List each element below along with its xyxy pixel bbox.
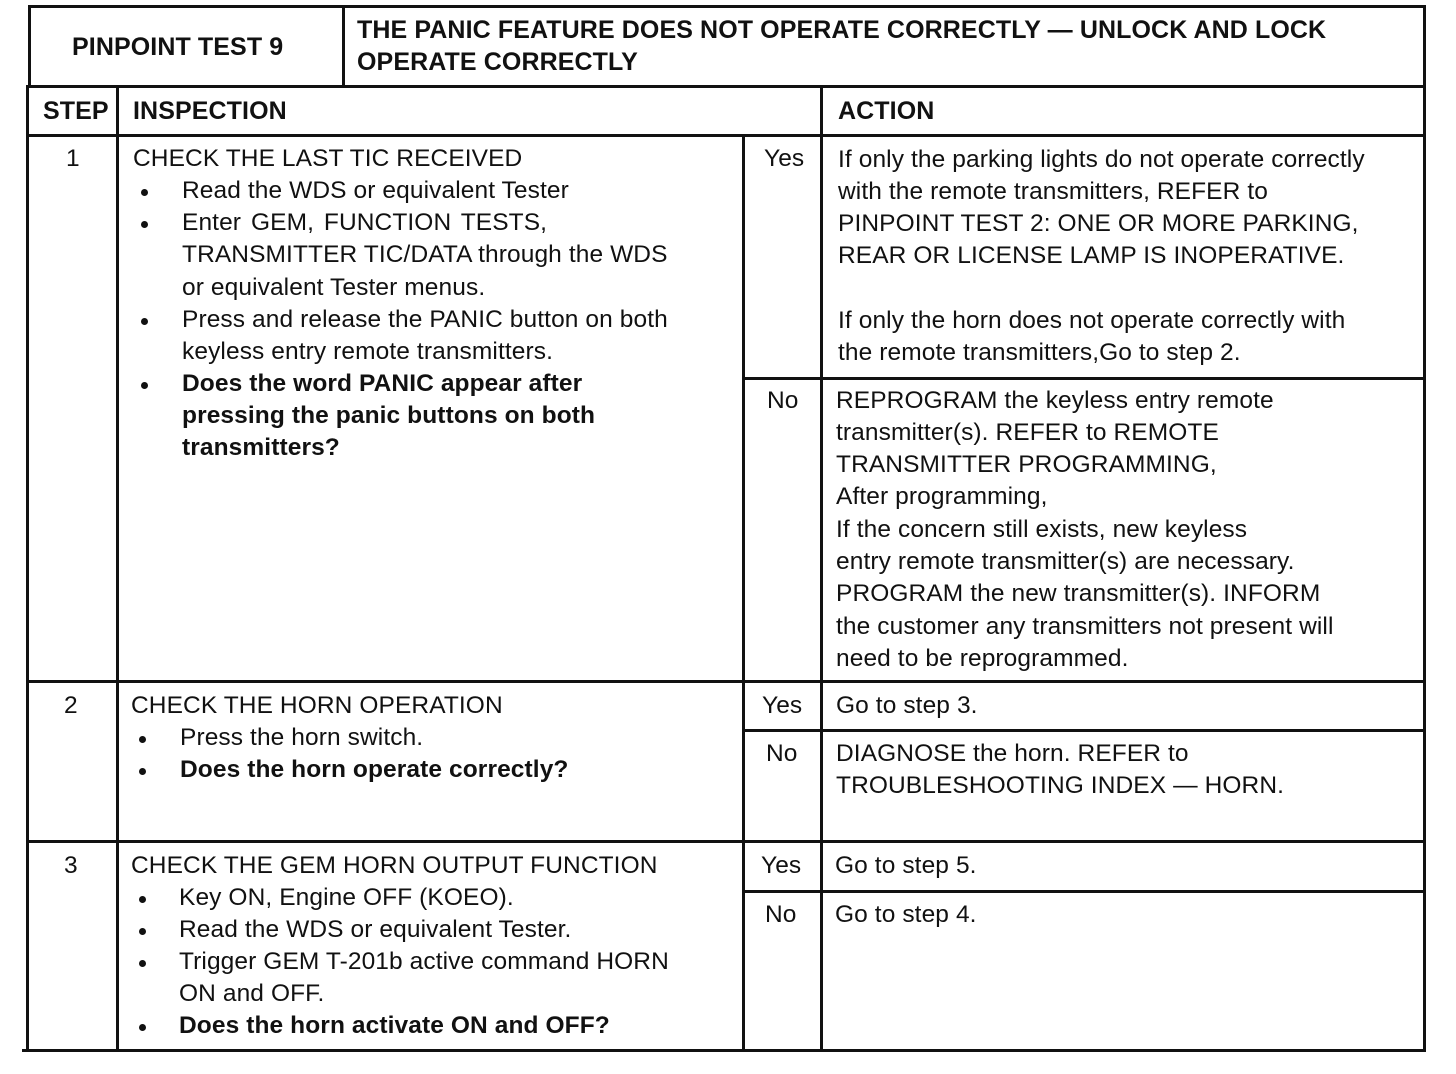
- title-bottom-rule: [28, 85, 1426, 88]
- table-border-bottom: [22, 1049, 1423, 1052]
- action-column-divider: [820, 85, 823, 1052]
- table-border-top: [28, 5, 1426, 8]
- no-action-line: REPROGRAM the keyless entry remote: [836, 387, 1274, 414]
- yes-label: Yes: [761, 852, 802, 879]
- no-action-line: need to be reprogrammed.: [836, 645, 1129, 672]
- table-border-left: [28, 5, 31, 85]
- inspection-line: TRANSMITTER TIC/DATA through the WDS: [182, 241, 668, 268]
- inspection-question: Does the word PANIC appear after: [182, 370, 583, 397]
- no-action-line: If the concern still exists, new keyless: [836, 516, 1248, 543]
- inspection-line: Read the WDS or equivalent Tester.: [179, 916, 572, 943]
- no-label: No: [765, 901, 797, 928]
- inspection-question: transmitters?: [182, 434, 340, 461]
- inspection-line: Enter GEM, FUNCTION TESTS,: [182, 209, 548, 236]
- no-action-line: Go to step 4.: [835, 901, 977, 928]
- no-action-line: TRANSMITTER PROGRAMMING,: [836, 451, 1217, 478]
- bullet-icon: [141, 221, 148, 228]
- title-divider: [342, 5, 345, 88]
- inspection-question: Does the horn activate ON and OFF?: [179, 1012, 610, 1039]
- yes-action-line: If only the horn does not operate correctly with: [838, 307, 1346, 334]
- no-action-line: the customer any transmitters not present will: [836, 613, 1334, 640]
- inspection-line: Read the WDS or equivalent Tester: [182, 177, 569, 204]
- step2-bottom-rule: [28, 840, 1426, 843]
- bullet-icon: [141, 189, 148, 196]
- yes-label: Yes: [764, 145, 805, 172]
- yes-action-line: Go to step 5.: [835, 852, 977, 879]
- inspection-line: Press the horn switch.: [180, 724, 424, 751]
- step2-yes-no-rule: [742, 729, 1426, 732]
- inspection-line: Key ON, Engine OFF (KOEO).: [179, 884, 514, 911]
- no-action-line: After programming,: [836, 483, 1048, 510]
- bullet-icon: [139, 896, 146, 903]
- column-header-inspection: INSPECTION: [133, 97, 287, 125]
- bullet-icon: [139, 1024, 146, 1031]
- inspection-line: Trigger GEM T-201b active command HORN: [179, 948, 669, 975]
- inspection-question: Does the horn operate correctly?: [180, 756, 569, 783]
- no-action-line: entry remote transmitter(s) are necessary.: [836, 548, 1295, 575]
- test-description: OPERATE CORRECTLY: [357, 48, 638, 76]
- test-name: PINPOINT TEST 9: [72, 33, 284, 61]
- yesno-column-divider: [742, 134, 745, 1052]
- step1-yes-no-rule: [742, 377, 1426, 380]
- no-label: No: [767, 387, 799, 414]
- yes-action-line: If only the parking lights do not operate correctly: [838, 146, 1365, 173]
- inspection-line: Press and release the PANIC button on both: [182, 306, 668, 333]
- column-header-action: ACTION: [838, 97, 935, 125]
- step-number: 3: [64, 852, 78, 879]
- yes-action-line: Go to step 3.: [836, 692, 978, 719]
- no-action-line: TROUBLESHOOTING INDEX — HORN.: [836, 772, 1285, 799]
- step3-yes-no-rule: [742, 890, 1426, 893]
- bullet-icon: [141, 382, 148, 389]
- yes-action-line: REAR OR LICENSE LAMP IS INOPERATIVE.: [838, 242, 1345, 269]
- yes-action-line: with the remote transmitters, REFER to: [838, 178, 1268, 205]
- bullet-icon: [139, 928, 146, 935]
- inspection-question: pressing the panic buttons on both: [182, 402, 596, 429]
- table-border-right: [1423, 5, 1426, 1052]
- no-action-line: PROGRAM the new transmitter(s). INFORM: [836, 580, 1321, 607]
- inspection-line: keyless entry remote transmitters.: [182, 338, 554, 365]
- yes-label: Yes: [762, 692, 803, 719]
- step1-bottom-rule: [28, 680, 1426, 683]
- test-description: THE PANIC FEATURE DOES NOT OPERATE CORRECTLY — UNLOCK AND LOCK: [357, 16, 1327, 44]
- step-heading: CHECK THE HORN OPERATION: [131, 692, 503, 719]
- bullet-icon: [139, 960, 146, 967]
- column-header-step: STEP: [43, 97, 109, 125]
- yes-action-line: the remote transmitters,Go to step 2.: [838, 339, 1241, 366]
- yes-action-line: PINPOINT TEST 2: ONE OR MORE PARKING,: [838, 210, 1359, 237]
- header-bottom-rule: [28, 134, 1426, 137]
- no-action-line: DIAGNOSE the horn. REFER to: [836, 740, 1189, 767]
- bullet-icon: [141, 318, 148, 325]
- no-action-line: transmitter(s). REFER to REMOTE: [836, 419, 1219, 446]
- step-number: 2: [64, 692, 78, 719]
- no-label: No: [766, 740, 798, 767]
- inspection-line: ON and OFF.: [179, 980, 325, 1007]
- step-heading: CHECK THE GEM HORN OUTPUT FUNCTION: [131, 852, 658, 879]
- step-column-divider: [116, 85, 119, 1052]
- step-heading: CHECK THE LAST TIC RECEIVED: [133, 145, 523, 172]
- inspection-line: or equivalent Tester menus.: [182, 274, 486, 301]
- bullet-icon: [139, 768, 146, 775]
- bullet-icon: [139, 736, 146, 743]
- step-number: 1: [66, 145, 80, 172]
- table-border-left: [26, 85, 29, 1052]
